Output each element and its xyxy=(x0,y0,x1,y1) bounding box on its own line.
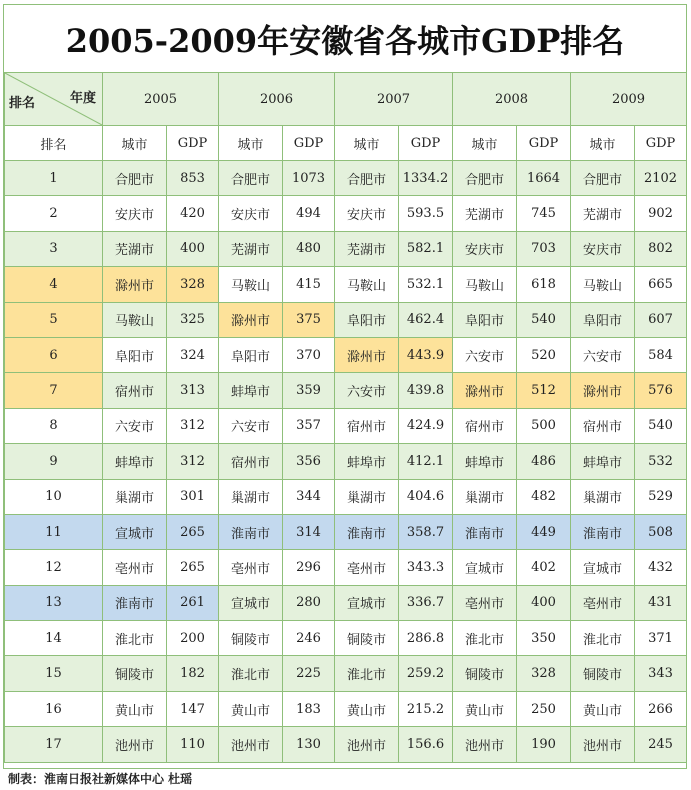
gdp-cell: 265 xyxy=(167,550,219,585)
year-header: 2006 xyxy=(219,73,335,126)
city-cell: 蚌埠市 xyxy=(103,444,167,479)
gdp-cell: 576 xyxy=(635,373,687,408)
city-cell: 安庆市 xyxy=(453,231,517,266)
city-cell: 蚌埠市 xyxy=(335,444,399,479)
city-cell: 宣城市 xyxy=(335,585,399,620)
city-cell: 巢湖市 xyxy=(103,479,167,514)
table-row xyxy=(5,727,687,762)
rank-cell: 13 xyxy=(5,585,103,620)
table-row xyxy=(5,302,687,337)
city-cell: 滁州市 xyxy=(571,373,635,408)
city-cell: 六安市 xyxy=(335,373,399,408)
gdp-cell: 357 xyxy=(283,408,335,443)
city-cell: 芜湖市 xyxy=(453,196,517,231)
city-column-header: 城市 xyxy=(453,126,517,161)
gdp-cell: 432 xyxy=(635,550,687,585)
corner-cell xyxy=(5,73,103,126)
gdp-cell: 512 xyxy=(517,373,571,408)
gdp-cell: 328 xyxy=(517,656,571,691)
gdp-cell: 494 xyxy=(283,196,335,231)
rank-cell: 7 xyxy=(5,373,103,408)
gdp-cell: 147 xyxy=(167,691,219,726)
gdp-column-header: GDP xyxy=(167,126,219,161)
gdp-cell: 250 xyxy=(517,691,571,726)
rank-cell: 17 xyxy=(5,727,103,762)
city-cell: 宿州市 xyxy=(571,408,635,443)
city-cell: 宣城市 xyxy=(219,585,283,620)
city-cell: 池州市 xyxy=(335,727,399,762)
city-cell: 滁州市 xyxy=(219,302,283,337)
gdp-cell: 431 xyxy=(635,585,687,620)
gdp-column-header: GDP xyxy=(635,126,687,161)
gdp-cell: 402 xyxy=(517,550,571,585)
table-row xyxy=(5,267,687,302)
city-cell: 亳州市 xyxy=(103,550,167,585)
city-cell: 黄山市 xyxy=(219,691,283,726)
gdp-cell: 439.8 xyxy=(399,373,453,408)
table-row xyxy=(5,550,687,585)
gdp-cell: 540 xyxy=(635,408,687,443)
table-row xyxy=(5,196,687,231)
rank-cell: 8 xyxy=(5,408,103,443)
gdp-cell: 183 xyxy=(283,691,335,726)
city-cell: 六安市 xyxy=(219,408,283,443)
gdp-cell: 1664 xyxy=(517,161,571,196)
gdp-cell: 370 xyxy=(283,337,335,372)
city-cell: 安庆市 xyxy=(103,196,167,231)
city-cell: 淮南市 xyxy=(219,514,283,549)
city-cell: 马鞍山 xyxy=(571,267,635,302)
gdp-cell: 500 xyxy=(517,408,571,443)
gdp-cell: 703 xyxy=(517,231,571,266)
gdp-cell: 266 xyxy=(635,691,687,726)
year-header: 2005 xyxy=(103,73,219,126)
table-row xyxy=(5,408,687,443)
rank-cell: 9 xyxy=(5,444,103,479)
gdp-cell: 343 xyxy=(635,656,687,691)
gdp-cell: 607 xyxy=(635,302,687,337)
gdp-cell: 480 xyxy=(283,231,335,266)
gdp-cell: 400 xyxy=(517,585,571,620)
table-credit: 制表：淮南日报社新媒体中心 杜瑶 xyxy=(8,772,193,786)
column-header-row xyxy=(5,126,687,161)
year-header: 2008 xyxy=(453,73,571,126)
city-cell: 淮南市 xyxy=(103,585,167,620)
city-cell: 亳州市 xyxy=(335,550,399,585)
table-row xyxy=(5,373,687,408)
corner-year-label: 年度 xyxy=(69,91,96,106)
city-cell: 铜陵市 xyxy=(571,656,635,691)
gdp-cell: 344 xyxy=(283,479,335,514)
gdp-cell: 314 xyxy=(283,514,335,549)
rank-cell: 6 xyxy=(5,337,103,372)
city-cell: 合肥市 xyxy=(219,161,283,196)
rank-column-header: 排名 xyxy=(5,126,103,161)
city-cell: 芜湖市 xyxy=(571,196,635,231)
gdp-cell: 350 xyxy=(517,621,571,656)
gdp-cell: 182 xyxy=(167,656,219,691)
gdp-cell: 324 xyxy=(167,337,219,372)
rank-cell: 12 xyxy=(5,550,103,585)
rank-cell: 5 xyxy=(5,302,103,337)
table-row xyxy=(5,231,687,266)
city-column-header: 城市 xyxy=(219,126,283,161)
city-cell: 亳州市 xyxy=(453,585,517,620)
table-row xyxy=(5,337,687,372)
city-cell: 合肥市 xyxy=(453,161,517,196)
gdp-cell: 358.7 xyxy=(399,514,453,549)
gdp-cell: 584 xyxy=(635,337,687,372)
city-cell: 蚌埠市 xyxy=(219,373,283,408)
table-row xyxy=(5,656,687,691)
gdp-cell: 301 xyxy=(167,479,219,514)
city-cell: 阜阳市 xyxy=(219,337,283,372)
gdp-cell: 280 xyxy=(283,585,335,620)
gdp-cell: 412.1 xyxy=(399,444,453,479)
city-cell: 铜陵市 xyxy=(103,656,167,691)
table-body xyxy=(5,161,687,763)
gdp-cell: 325 xyxy=(167,302,219,337)
gdp-cell: 1073 xyxy=(283,161,335,196)
gdp-column-header: GDP xyxy=(517,126,571,161)
city-cell: 马鞍山 xyxy=(219,267,283,302)
city-cell: 池州市 xyxy=(571,727,635,762)
gdp-cell: 156.6 xyxy=(399,727,453,762)
city-cell: 淮南市 xyxy=(571,514,635,549)
city-cell: 淮北市 xyxy=(103,621,167,656)
gdp-cell: 336.7 xyxy=(399,585,453,620)
gdp-cell: 462.4 xyxy=(399,302,453,337)
gdp-cell: 110 xyxy=(167,727,219,762)
city-cell: 淮北市 xyxy=(453,621,517,656)
city-cell: 合肥市 xyxy=(571,161,635,196)
gdp-cell: 443.9 xyxy=(399,337,453,372)
gdp-cell: 420 xyxy=(167,196,219,231)
rank-cell: 4 xyxy=(5,267,103,302)
table-row xyxy=(5,161,687,196)
city-cell: 安庆市 xyxy=(219,196,283,231)
rank-cell: 11 xyxy=(5,514,103,549)
city-cell: 亳州市 xyxy=(219,550,283,585)
year-header: 2009 xyxy=(571,73,687,126)
corner-rank-label: 排名 xyxy=(9,96,36,111)
city-cell: 合肥市 xyxy=(103,161,167,196)
table-row xyxy=(5,621,687,656)
city-cell: 阜阳市 xyxy=(453,302,517,337)
city-cell: 淮南市 xyxy=(453,514,517,549)
gdp-cell: 2102 xyxy=(635,161,687,196)
city-cell: 淮北市 xyxy=(219,656,283,691)
gdp-cell: 404.6 xyxy=(399,479,453,514)
gdp-cell: 313 xyxy=(167,373,219,408)
gdp-cell: 400 xyxy=(167,231,219,266)
gdp-column-header: GDP xyxy=(283,126,335,161)
gdp-cell: 359 xyxy=(283,373,335,408)
gdp-cell: 1334.2 xyxy=(399,161,453,196)
table-row xyxy=(5,691,687,726)
gdp-cell: 261 xyxy=(167,585,219,620)
gdp-cell: 296 xyxy=(283,550,335,585)
gdp-cell: 482 xyxy=(517,479,571,514)
city-cell: 滁州市 xyxy=(335,337,399,372)
gdp-cell: 225 xyxy=(283,656,335,691)
gdp-cell: 902 xyxy=(635,196,687,231)
rank-cell: 16 xyxy=(5,691,103,726)
gdp-cell: 343.3 xyxy=(399,550,453,585)
gdp-cell: 532 xyxy=(635,444,687,479)
gdp-cell: 190 xyxy=(517,727,571,762)
gdp-cell: 508 xyxy=(635,514,687,549)
gdp-column-header: GDP xyxy=(399,126,453,161)
gdp-ranking-table xyxy=(4,72,687,763)
city-cell: 蚌埠市 xyxy=(453,444,517,479)
city-cell: 宣城市 xyxy=(103,514,167,549)
city-cell: 安庆市 xyxy=(571,231,635,266)
city-cell: 蚌埠市 xyxy=(571,444,635,479)
city-cell: 芜湖市 xyxy=(219,231,283,266)
city-cell: 滁州市 xyxy=(453,373,517,408)
city-cell: 淮南市 xyxy=(335,514,399,549)
gdp-cell: 532.1 xyxy=(399,267,453,302)
rank-cell: 2 xyxy=(5,196,103,231)
city-cell: 宿州市 xyxy=(335,408,399,443)
gdp-cell: 265 xyxy=(167,514,219,549)
rank-cell: 15 xyxy=(5,656,103,691)
city-column-header: 城市 xyxy=(103,126,167,161)
city-cell: 芜湖市 xyxy=(335,231,399,266)
gdp-cell: 312 xyxy=(167,408,219,443)
city-cell: 亳州市 xyxy=(571,585,635,620)
city-cell: 马鞍山 xyxy=(453,267,517,302)
city-cell: 巢湖市 xyxy=(571,479,635,514)
city-cell: 池州市 xyxy=(219,727,283,762)
city-cell: 宣城市 xyxy=(571,550,635,585)
city-cell: 黄山市 xyxy=(453,691,517,726)
city-column-header: 城市 xyxy=(571,126,635,161)
gdp-cell: 618 xyxy=(517,267,571,302)
gdp-cell: 520 xyxy=(517,337,571,372)
city-cell: 巢湖市 xyxy=(335,479,399,514)
city-cell: 六安市 xyxy=(571,337,635,372)
year-header-row xyxy=(5,73,687,126)
city-cell: 马鞍山 xyxy=(103,302,167,337)
gdp-cell: 745 xyxy=(517,196,571,231)
gdp-cell: 375 xyxy=(283,302,335,337)
city-cell: 合肥市 xyxy=(335,161,399,196)
city-cell: 淮北市 xyxy=(571,621,635,656)
city-cell: 宿州市 xyxy=(103,373,167,408)
gdp-cell: 246 xyxy=(283,621,335,656)
city-cell: 铜陵市 xyxy=(219,621,283,656)
gdp-cell: 449 xyxy=(517,514,571,549)
city-cell: 黄山市 xyxy=(571,691,635,726)
gdp-cell: 130 xyxy=(283,727,335,762)
rank-cell: 3 xyxy=(5,231,103,266)
table-row xyxy=(5,585,687,620)
table-row xyxy=(5,514,687,549)
city-cell: 宿州市 xyxy=(453,408,517,443)
city-cell: 六安市 xyxy=(103,408,167,443)
city-cell: 黄山市 xyxy=(103,691,167,726)
gdp-cell: 328 xyxy=(167,267,219,302)
gdp-cell: 486 xyxy=(517,444,571,479)
city-cell: 铜陵市 xyxy=(453,656,517,691)
gdp-cell: 593.5 xyxy=(399,196,453,231)
city-cell: 池州市 xyxy=(453,727,517,762)
city-cell: 宣城市 xyxy=(453,550,517,585)
page-title: 2005-2009年安徽省各城市GDP排名 xyxy=(4,5,686,73)
rank-cell: 14 xyxy=(5,621,103,656)
city-cell: 芜湖市 xyxy=(103,231,167,266)
city-cell: 池州市 xyxy=(103,727,167,762)
gdp-cell: 356 xyxy=(283,444,335,479)
gdp-cell: 424.9 xyxy=(399,408,453,443)
city-cell: 阜阳市 xyxy=(103,337,167,372)
city-cell: 铜陵市 xyxy=(335,621,399,656)
city-cell: 巢湖市 xyxy=(453,479,517,514)
city-cell: 滁州市 xyxy=(103,267,167,302)
gdp-cell: 853 xyxy=(167,161,219,196)
city-cell: 阜阳市 xyxy=(335,302,399,337)
gdp-cell: 312 xyxy=(167,444,219,479)
city-cell: 马鞍山 xyxy=(335,267,399,302)
gdp-cell: 582.1 xyxy=(399,231,453,266)
gdp-cell: 259.2 xyxy=(399,656,453,691)
table-row xyxy=(5,479,687,514)
city-column-header: 城市 xyxy=(335,126,399,161)
gdp-cell: 245 xyxy=(635,727,687,762)
city-cell: 宿州市 xyxy=(219,444,283,479)
gdp-cell: 665 xyxy=(635,267,687,302)
gdp-cell: 215.2 xyxy=(399,691,453,726)
gdp-cell: 802 xyxy=(635,231,687,266)
city-cell: 淮北市 xyxy=(335,656,399,691)
gdp-cell: 286.8 xyxy=(399,621,453,656)
year-header: 2007 xyxy=(335,73,453,126)
rank-cell: 10 xyxy=(5,479,103,514)
table-row xyxy=(5,444,687,479)
city-cell: 安庆市 xyxy=(335,196,399,231)
city-cell: 黄山市 xyxy=(335,691,399,726)
gdp-cell: 200 xyxy=(167,621,219,656)
city-cell: 巢湖市 xyxy=(219,479,283,514)
city-cell: 阜阳市 xyxy=(571,302,635,337)
rank-cell: 1 xyxy=(5,161,103,196)
gdp-cell: 529 xyxy=(635,479,687,514)
gdp-cell: 415 xyxy=(283,267,335,302)
gdp-cell: 540 xyxy=(517,302,571,337)
city-cell: 六安市 xyxy=(453,337,517,372)
gdp-cell: 371 xyxy=(635,621,687,656)
